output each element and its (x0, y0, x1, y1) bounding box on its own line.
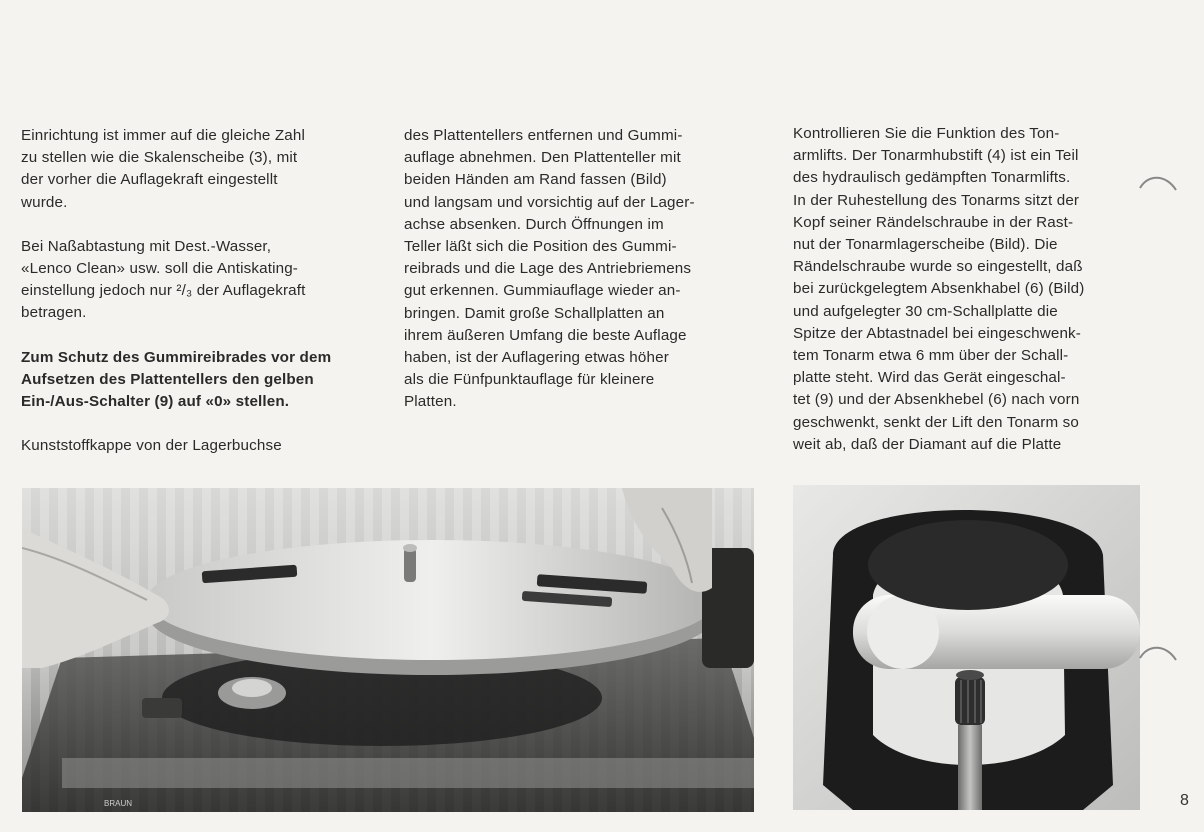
paragraph-setting: Einrichtung ist immer auf die gleiche Zahl zu stellen wie die Skalenscheibe (3), mit der vorher die Auflagekraft eingestellt wurde. (21, 127, 306, 211)
punch-hole-mark-icon (1138, 640, 1178, 680)
tonearm-lift-photo (793, 485, 1140, 810)
punch-hole-mark-icon (1138, 170, 1178, 210)
paragraph-warning-bold: Zum Schutz des Gummireibrades vor dem Aufsetzen des Plattentellers den gelben Ein-/Aus-Schalter (9) auf «0» stellen. (21, 348, 332, 411)
paragraph-plastic-cap: Kunststoffkappe von der Lagerbuchse (21, 437, 282, 455)
text-column-middle (404, 125, 764, 414)
braun-logo: BRAUN (104, 799, 133, 808)
turntable-platter-photo (22, 488, 754, 812)
text-column-left (21, 125, 381, 457)
text-column-right (793, 123, 1153, 456)
paragraph-platter-instructions: des Plattentellers entfernen und Gummi- auflage abnehmen. Den Plattenteller mit beiden Händen am Rand fassen (Bild) und langsam und vorsichtig auf der Lager- achse absenken. Durch Öffnungen im Teller läßt sich die Position des Gummi- reibrads und die Lage des Antriebriemens gut erkennen. Gummiauflage wieder an- bringen. Damit große Schallplatten an ihrem äußeren Umfang die beste Auflage haben, ist der Auflagering etwas höher als die Fünfpunktauflage für kleinere Platten. (404, 127, 695, 411)
paragraph-wet-tracking: Bei Naßabtastung mit Dest.-Wasser, «Lenco Clean» usw. soll die Antiskating- einstellung jedoch nur ²/₃ der Auflagekraft betragen. (21, 237, 306, 322)
page-number: 8 (1180, 792, 1189, 809)
paragraph-tonearm-lift: Kontrollieren Sie die Funktion des Ton- armlifts. Der Tonarmhubstift (4) ist ein Teil des hydraulisch gedämpften Tonarmlifts. In der Ruhestellung des Tonarms sitzt der Kopf seiner Rändelschraube in der Rast- nut der Tonarmlagerscheibe (Bild). Die Rändelschraube wurde so eingestellt, daß bei zurückgelegtem Absenkhabel (6) (Bild) und aufgelegter 30 cm-Schallplatte die Spitze der Abtastnadel bei eingeschwenk- tem Tonarm etwa 6 mm über der Schall- platte steht. Wird das Gerät eingeschal- tet (9) und der Absenkhebel (6) nach vorn geschwenkt, senkt der Lift den Tonarm so weit ab, daß der Diamant auf die Platte (793, 125, 1085, 453)
